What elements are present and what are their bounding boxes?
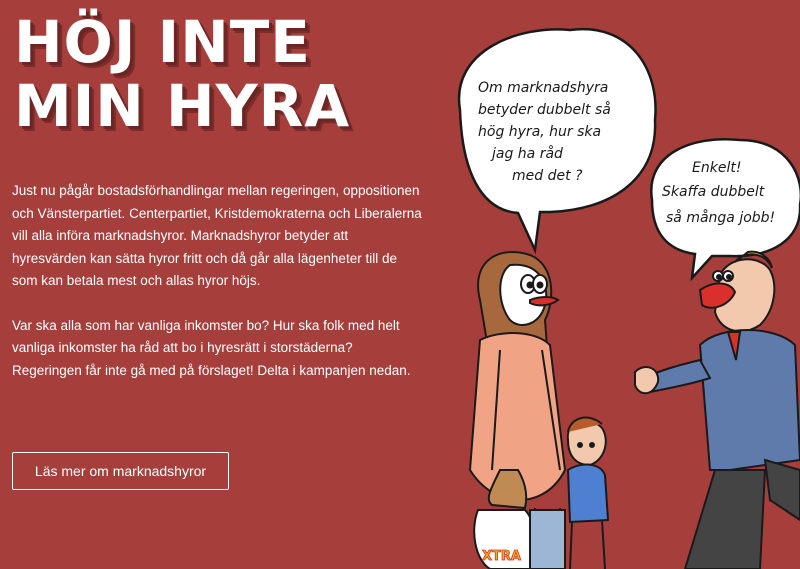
bubble-man-line-1: Enkelt! [692,160,742,176]
woman-figure [470,252,565,569]
read-more-button[interactable]: Läs mer om marknadshyror [12,452,229,490]
child-figure [568,418,608,569]
speech-bubble-woman [459,29,656,250]
bubble-man-line-3: så många jobb! [666,210,776,226]
page-headline [14,10,350,138]
bubble-man-line-2: Skaffa dubbelt [662,184,765,200]
bubble-woman-line-4: jag ha råd [492,146,563,162]
headline-line-1: HÖJ INTE [14,8,311,76]
intro-text [12,180,422,404]
bag-logo-text: XTRA [482,549,521,564]
headline-line-2: MIN HYRA [14,72,351,140]
comic-illustration [430,0,800,569]
bubble-woman-line-2: betyder dubbelt så [478,102,611,118]
bubble-woman-line-5: med det ? [512,168,583,184]
bubble-woman-line-3: hög hyra, hur ska [478,124,602,140]
man-figure [635,252,800,569]
speech-bubble-man [651,139,800,278]
intro-paragraph-1: Just nu pågår bostadsförhandlingar mellan regeringen, oppositionen och Vänsterpartiet. Centerpartiet, Kristdemokraterna och Liberalerna vill alla införa marknadshyror. Marknadshyror betyder att hyresvärden kan sätta hyror fritt och då går alla lägenheter till de som kan betala mest och allas hyror höjs. [12,183,422,288]
bubble-woman-line-1: Om marknadshyra [478,80,609,96]
intro-paragraph-2: Var ska alla som har vanliga inkomster bo? Hur ska folk med helt vanliga inkomster ha råd att bo i hyresrätt i storstäderna? Regeringen får inte gå med på förslaget! Delta i kampanjen nedan. [12,317,411,378]
